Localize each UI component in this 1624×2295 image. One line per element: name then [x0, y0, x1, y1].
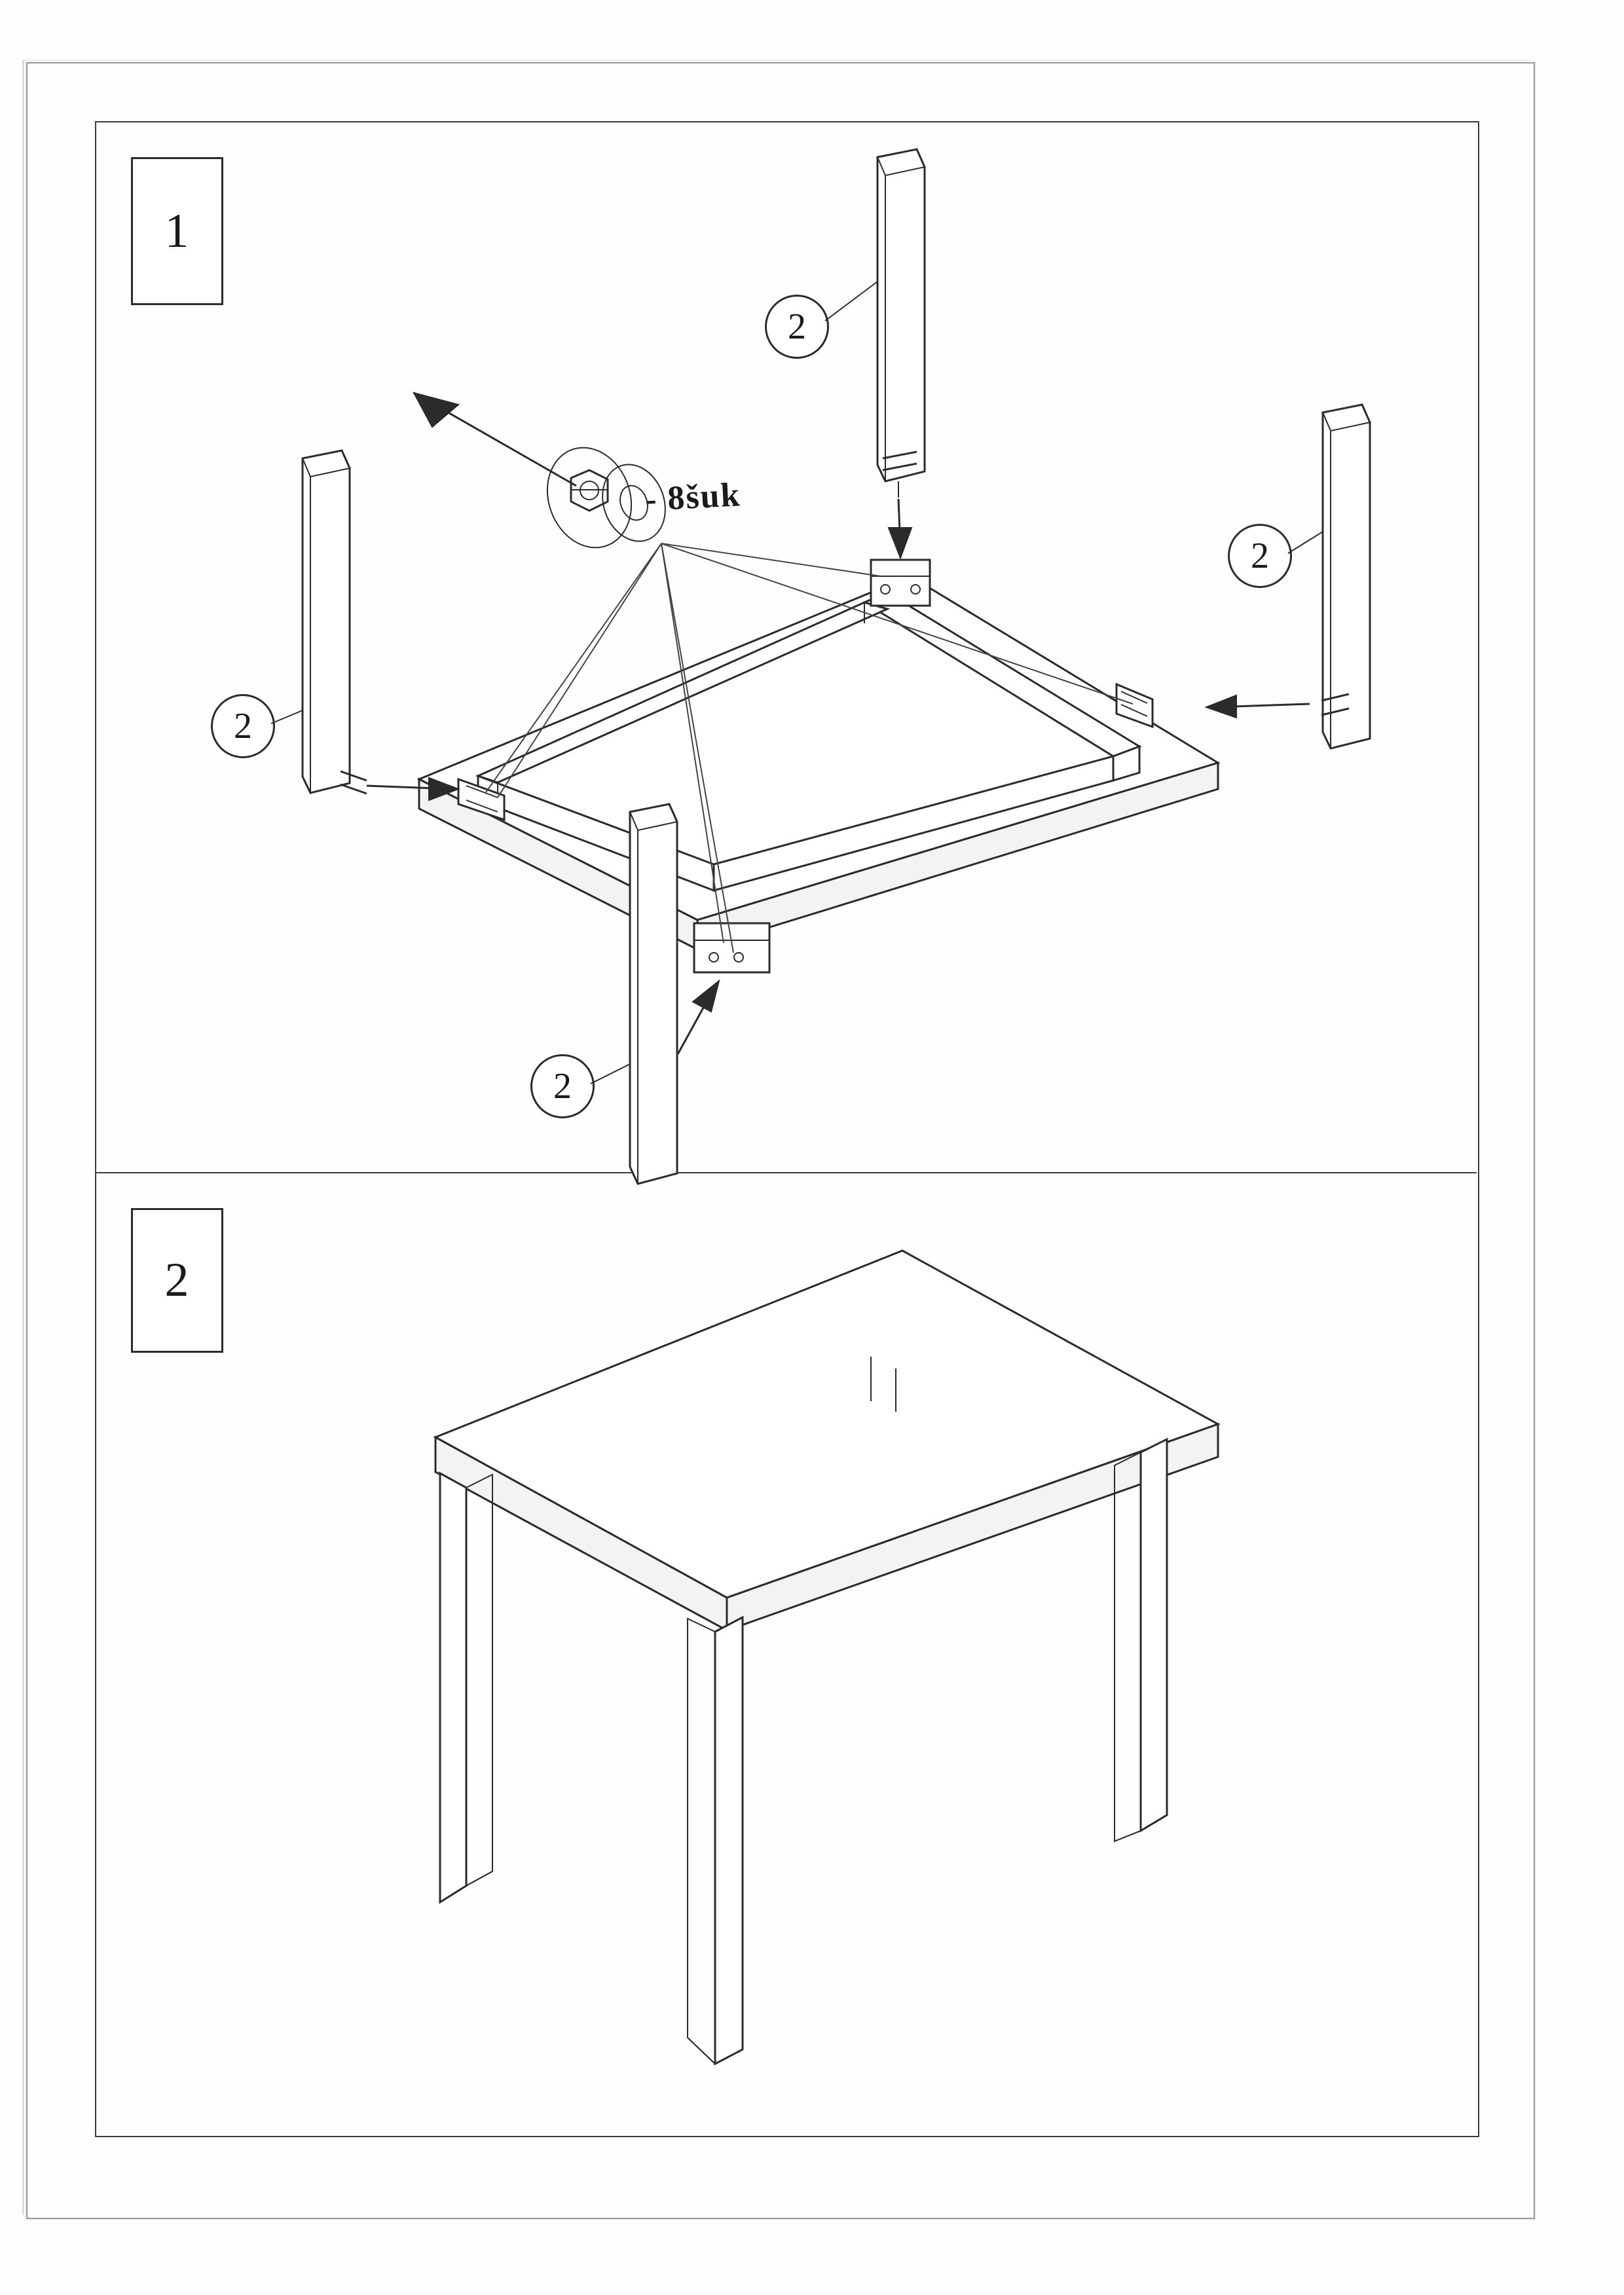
hardware-quantity-label: - 8šuk	[644, 476, 742, 519]
step-number-box-1: 1	[131, 157, 223, 305]
callout-leg-bottom: 2	[530, 1054, 595, 1118]
callout-leg-top: 2	[765, 295, 829, 359]
drawing-frame	[95, 121, 1479, 2137]
callout-leg-right: 2	[1228, 524, 1292, 588]
callout-leg-left: 2	[211, 694, 275, 758]
step-number-box-2: 2	[131, 1208, 223, 1353]
frame-divider	[95, 1172, 1477, 1173]
